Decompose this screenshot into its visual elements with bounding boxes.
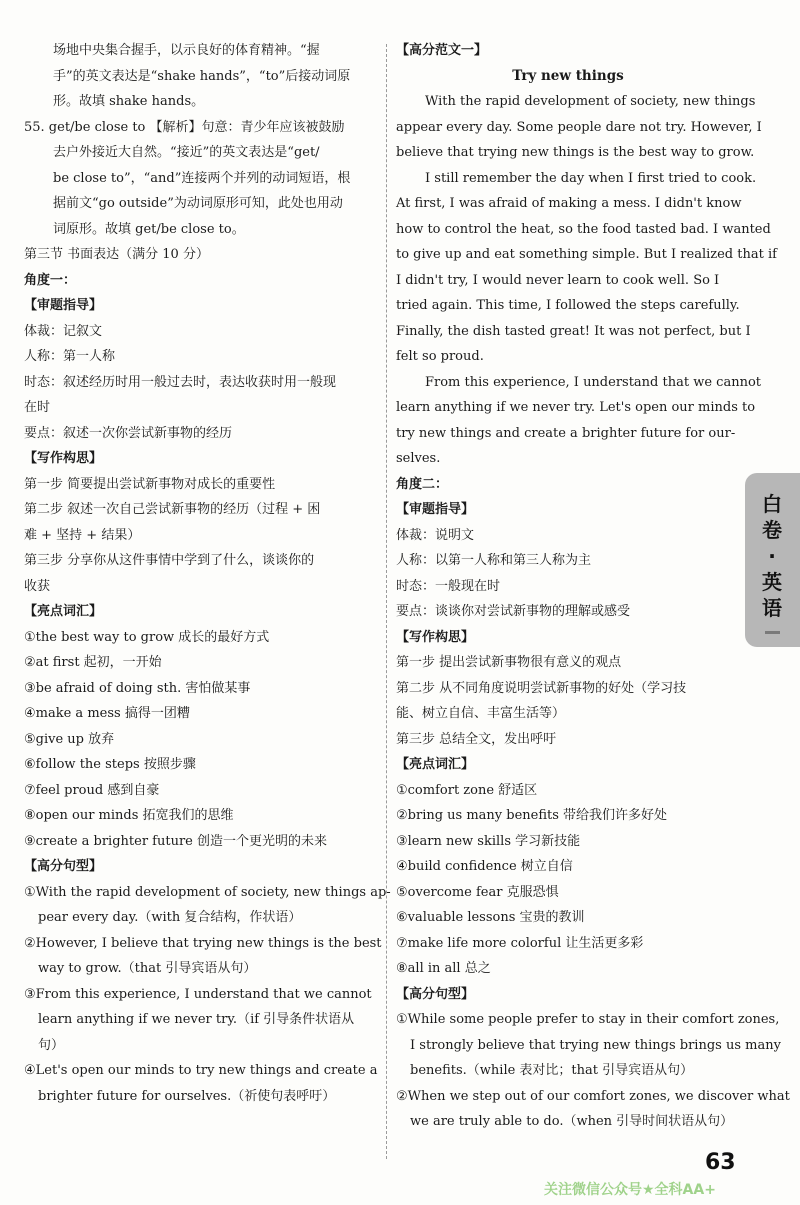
text-line: brighter future for ourselves.（祈使句表呼吁） bbox=[38, 1088, 336, 1104]
text-line: appear every day. Some people dare not try. However, I bbox=[396, 119, 762, 135]
text-line: 第三节 书面表达（满分 10 分） bbox=[24, 247, 209, 262]
text-line: ⑨create a brighter future 创造一个更光明的未来 bbox=[24, 833, 327, 849]
text-line: ①comfort zone 舒适区 bbox=[396, 782, 538, 798]
text-line: ①With the rapid development of society, new things ap- bbox=[24, 884, 391, 900]
text-line: 句） bbox=[38, 1037, 65, 1053]
text-line: to give up and eat something simple. But I realized that if bbox=[396, 247, 777, 262]
text-line: 第一步 简要提出尝试新事物对成长的重要性 bbox=[24, 476, 276, 492]
text-line: learn anything if we never try.（if 引导条件状语从 bbox=[38, 1012, 355, 1027]
text-line: 第二步 从不同角度说明尝试新事物的好处（学习技 bbox=[396, 680, 687, 696]
text-line: ④Let's open our minds to try new things and create a bbox=[24, 1063, 378, 1078]
text-line: how to control the heat, so the food tasted bad. I wanted bbox=[396, 221, 771, 237]
text-line: try new things and create a brighter future for our- bbox=[396, 425, 736, 441]
text-line: 【审题指导】 bbox=[24, 298, 103, 313]
text-line: I still remember the day when I first tried to cook. bbox=[425, 170, 757, 186]
text-line: believe that trying new things is the best way to grow. bbox=[396, 145, 755, 160]
text-line: At first, I was afraid of making a mess. I didn't know bbox=[396, 196, 742, 211]
text-line: selves. bbox=[396, 451, 441, 466]
text-line: ④build confidence 树立自信 bbox=[396, 859, 573, 874]
side-tab-label: 白卷·英语 bbox=[762, 492, 782, 620]
text-line: 时态：一般现在时 bbox=[396, 578, 501, 594]
text-line: 【写作构思】 bbox=[24, 451, 103, 466]
text-line: pear every day.（with 复合结构，作状语） bbox=[38, 910, 302, 925]
text-line: 词原形。故填 get/be close to。 bbox=[53, 221, 245, 237]
side-tab-notch bbox=[765, 631, 780, 634]
text-line: 第二步 叙述一次自己尝试新事物的经历（过程 + 困 bbox=[24, 502, 321, 517]
text-line: ⑥follow the steps 按照步骤 bbox=[24, 757, 196, 772]
text-line: 难 + 坚持 + 结果） bbox=[24, 527, 141, 543]
text-line: ②at first 起初，一开始 bbox=[24, 655, 162, 670]
text-line: ④make a mess 搞得一团糟 bbox=[24, 706, 190, 721]
text-line: 【高分范文一】 bbox=[396, 43, 488, 58]
text-line: 手”的英文表达是“shake hands”，“to”后接动词原 bbox=[53, 68, 351, 84]
text-line: 时态：叙述经历时用一般过去时，表达收获时用一般现 bbox=[24, 374, 337, 390]
text-line: 第三步 分享你从这件事情中学到了什么，谈谈你的 bbox=[24, 553, 315, 568]
text-line: 【高分句型】 bbox=[396, 986, 475, 1002]
text-line: ⑧open our minds 拓宽我们的思维 bbox=[24, 808, 234, 823]
text-line: ②However, I believe that trying new things is the best bbox=[24, 935, 382, 951]
text-line: 【亮点词汇】 bbox=[396, 757, 475, 772]
text-line: 体裁：记叙文 bbox=[24, 323, 103, 339]
text-line: 角度一： bbox=[24, 272, 77, 288]
text-line: 第一步 提出尝试新事物很有意义的观点 bbox=[396, 655, 622, 670]
text-line: 在时 bbox=[24, 400, 51, 415]
text-line: tried again. This time, I followed the steps carefully. bbox=[396, 298, 740, 313]
text-line: 人称：第一人称 bbox=[24, 349, 116, 364]
text-line: felt so proud. bbox=[396, 349, 484, 364]
text-line: 要点：叙述一次你尝试新事物的经历 bbox=[24, 425, 233, 441]
text-line: I didn't try, I would never learn to cook well. So I bbox=[396, 272, 720, 288]
text-line: 收获 bbox=[24, 578, 51, 594]
left-column bbox=[24, 38, 391, 1109]
text-line: benefits.（while 表对比；that 引导宾语从句） bbox=[410, 1063, 694, 1078]
text-line: Try new things bbox=[512, 67, 624, 84]
watermark: 关注微信公众号★全科AA+ bbox=[544, 1182, 716, 1198]
text-line: 场地中央集合握手，以示良好的体育精神。“握 bbox=[53, 43, 320, 58]
text-line: 角度二： bbox=[396, 476, 449, 492]
text-line: 要点：谈谈你对尝试新事物的理解或感受 bbox=[396, 604, 631, 619]
text-line: ③From this experience, I understand that we cannot bbox=[24, 986, 372, 1002]
text-line: ⑦feel proud 感到自豪 bbox=[24, 782, 160, 798]
text-line: 【亮点词汇】 bbox=[24, 604, 103, 619]
column-divider bbox=[386, 44, 387, 1159]
text-line: ②When we step out of our comfort zones, we discover what bbox=[396, 1088, 790, 1104]
text-line: 能、树立自信、丰富生活等） bbox=[396, 706, 566, 721]
text-line: 【审题指导】 bbox=[396, 502, 475, 517]
text-line: 形。故填 shake hands。 bbox=[53, 94, 205, 109]
text-line: 去户外接近大自然。“接近”的英文表达是“get/ bbox=[53, 145, 320, 160]
text-line: 人称：以第一人称和第三人称为主 bbox=[396, 553, 592, 568]
text-line: Finally, the dish tasted great! It was not perfect, but I bbox=[396, 323, 751, 339]
text-line: From this experience, I understand that we cannot bbox=[425, 374, 761, 390]
text-line: ①While some people prefer to stay in their comfort zones, bbox=[396, 1012, 780, 1027]
text-line: way to grow.（that 引导宾语从句） bbox=[38, 961, 257, 976]
text-line: 第三步 总结全文，发出呼吁 bbox=[396, 731, 557, 747]
text-line: 【写作构思】 bbox=[396, 629, 475, 645]
text-line: With the rapid development of society, new things bbox=[425, 94, 756, 109]
text-line: be close to”，“and”连接两个并列的动词短语，根 bbox=[53, 170, 351, 186]
text-line: I strongly believe that trying new things brings us many bbox=[410, 1037, 781, 1053]
text-line: 【高分句型】 bbox=[24, 859, 103, 874]
text-line: ⑧all in all 总之 bbox=[396, 961, 491, 976]
text-line: 据前文“go outside”为动词原形可知，此处也用动 bbox=[53, 196, 343, 211]
text-line: learn anything if we never try. Let's open our minds to bbox=[396, 400, 756, 415]
text-line: ⑤overcome fear 克服恐惧 bbox=[396, 884, 559, 900]
text-line: 体裁：说明文 bbox=[396, 527, 475, 543]
side-tab bbox=[745, 473, 800, 647]
text-line: ⑥valuable lessons 宝贵的教训 bbox=[396, 910, 585, 925]
text-line: ⑦make life more colorful 让生活更多彩 bbox=[396, 935, 644, 951]
text-line: ③be afraid of doing sth. 害怕做某事 bbox=[24, 680, 251, 696]
text-line: we are truly able to do.（when 引导时间状语从句） bbox=[410, 1114, 734, 1129]
text-line: 55. get/be close to 【解析】句意：青少年应该被鼓励 bbox=[24, 119, 345, 135]
text-line: ①the best way to grow 成长的最好方式 bbox=[24, 629, 270, 645]
text-line: ②bring us many benefits 带给我们许多好处 bbox=[396, 808, 668, 823]
page-number: 63 bbox=[705, 1150, 736, 1175]
text-line: ⑤give up 放弃 bbox=[24, 731, 115, 747]
text-line: ③learn new skills 学习新技能 bbox=[396, 833, 581, 849]
